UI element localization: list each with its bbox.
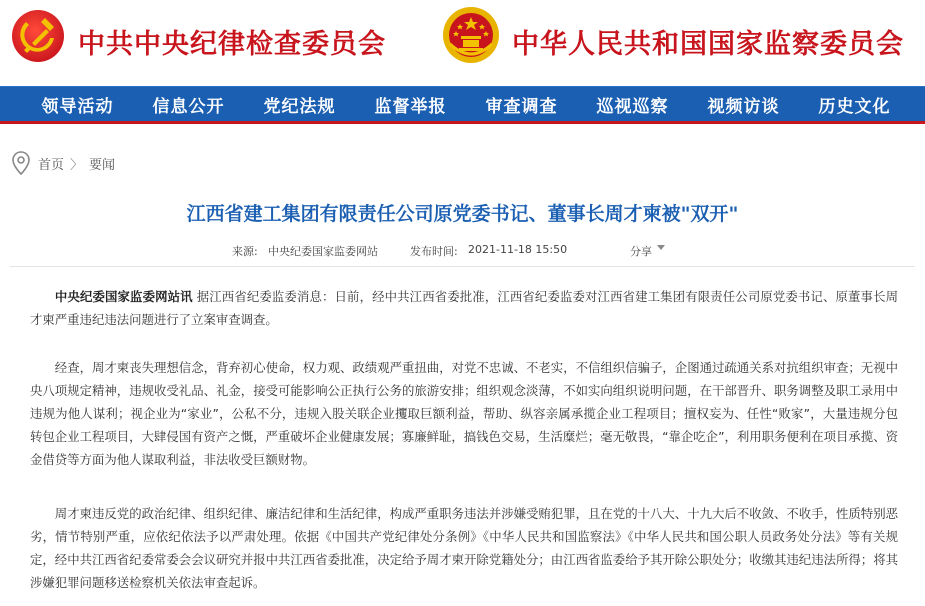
main-nav bbox=[0, 86, 925, 124]
nav-item-leadership[interactable]: 领导活动 bbox=[41, 96, 114, 117]
article-paragraph-1 bbox=[30, 285, 898, 331]
breadcrumb bbox=[10, 150, 115, 176]
article-title: 江西省建工集团有限责任公司原党委书记、董事长周才柬被"双开" bbox=[186, 203, 739, 225]
breadcrumb-current[interactable]: 要闻 bbox=[89, 157, 116, 173]
location-pin-icon bbox=[10, 150, 32, 176]
nav-item-video[interactable]: 视频访谈 bbox=[707, 96, 780, 117]
breadcrumb-home[interactable]: 首页 bbox=[38, 157, 65, 173]
national-emblem-icon bbox=[442, 6, 500, 64]
article-paragraph-2 bbox=[30, 356, 898, 471]
paragraph-3-text: 周才柬违反党的政治纪律、组织纪律、廉洁纪律和生活纪律，构成严重职务违法并涉嫌受贿犯罪，且在党的十八大、十九大后不收敛、不收手，性质特别恶劣，情节特别严重，应依纪依法予以严肃处理。依据《中国共产党纪律处分条例》《中华人民共和国监察法》《中华人民共和国公职人员政务处分法》等有关规定，经中共江西省纪委常委会会议研究并报中共江西省委批准，决定给予周才柬开除党籍处分；由江西省监委给予其开除公职处分；收缴其违纪违法所得；将其涉嫌犯罪问题移送检察机关依法审查起诉。 bbox=[30, 506, 898, 590]
chevron-down-icon[interactable] bbox=[657, 245, 665, 250]
nav-item-investigation[interactable]: 审查调查 bbox=[485, 96, 558, 117]
meta-divider bbox=[10, 266, 915, 267]
publish-time: 2021-11-18 15:50 bbox=[468, 243, 568, 256]
site-header bbox=[0, 0, 925, 86]
paragraph-2-text: 经查，周才柬丧失理想信念，背弃初心使命，权力观、政绩观严重扭曲，对党不忠诚、不老实，不信组织信骗子，企图通过疏通关系对抗组织审查；无视中央八项规定精神，违规收受礼品、礼金，接受可能影响公正执行公务的旅游安排；组织观念淡薄，不如实向组织说明问题，在干部晋升、职务调整及职工录用中违规为他人谋利；视企业为“家业”，公私不分，违规入股关联企业攫取巨额利益，帮助、纵容亲属承揽企业工程项目；擅权妄为、任性“败家”，大量违规分包转包企业工程项目，大肆侵国有资产之慨，严重破坏企业健康发展；寡廉鲜耻，搞钱色交易，生活糜烂；毫无敬畏，“靠企吃企”，利用职务便利在项目承揽、资金借贷等方面为他人谋取利益，非法收受巨额财物。 bbox=[30, 360, 898, 467]
nav-item-regulations[interactable]: 党纪法规 bbox=[263, 96, 336, 117]
party-emblem-icon bbox=[10, 8, 66, 64]
breadcrumb-separator: 〉 bbox=[70, 157, 84, 173]
publish-time-label: 发布时间: bbox=[410, 245, 458, 258]
ccdi-title: 中共中央纪律检查委员会 bbox=[78, 29, 386, 60]
article-source: 中央纪委国家监委网站 bbox=[268, 245, 378, 258]
share-button[interactable]: 分享 bbox=[630, 245, 652, 258]
nav-item-inspection[interactable]: 巡视巡察 bbox=[596, 96, 669, 117]
source-label: 来源: bbox=[232, 245, 258, 258]
nav-item-reporting[interactable]: 监督举报 bbox=[374, 96, 447, 117]
lead-source: 中央纪委国家监委网站讯 bbox=[54, 289, 193, 304]
nsc-title: 中华人民共和国国家监察委员会 bbox=[512, 29, 904, 60]
nav-item-disclosure[interactable]: 信息公开 bbox=[152, 96, 225, 117]
paragraph-1-text: 据江西省纪委监委消息：日前，经中共江西省委批准，江西省纪委监委对江西省建工集团有限责任公司原党委书记、原董事长周才柬严重违纪违法问题进行了立案审查调查。 bbox=[30, 289, 898, 327]
article-paragraph-3 bbox=[30, 502, 898, 594]
nav-item-history[interactable]: 历史文化 bbox=[818, 96, 891, 117]
